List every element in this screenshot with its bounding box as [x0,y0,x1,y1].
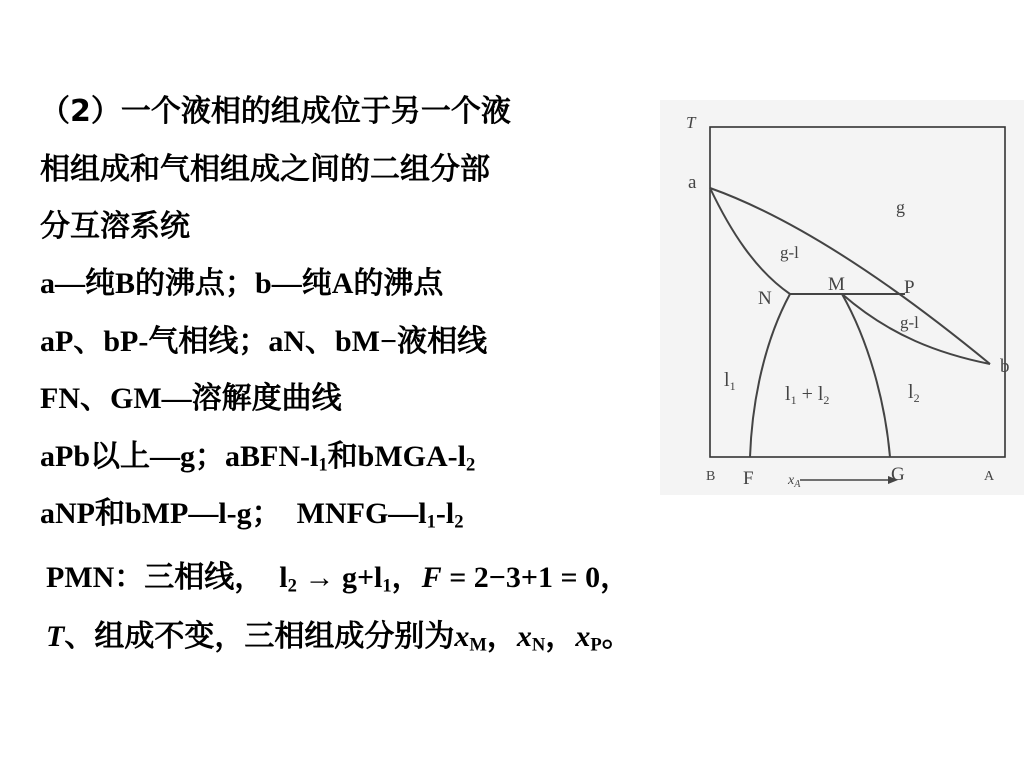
sep-1: ， [486,620,517,653]
solubility-line [40,379,342,419]
degrees-of-freedom-symbol: F [421,561,442,594]
region-line-1 [40,437,475,477]
corner-a-label: A [984,469,995,484]
boiling-point-a: a—纯B的沸点； [40,267,256,300]
heading-line-3 [40,207,190,247]
x-m-symbol: x [454,620,470,653]
x-p-sub: P [590,634,602,656]
gas-lines-text: aP、bP-气相线； [40,325,269,358]
axis-t-label: T [686,113,696,132]
three-phase-sub1: 2 [287,575,297,597]
region2-sub1: 1 [426,511,436,533]
point-n-label: N [758,288,772,309]
three-phase-line [46,558,630,598]
three-phase-part2: → g+l [296,561,383,594]
heading-text-cont2: 分互溶系统 [40,209,190,244]
heading-line-2 [40,150,490,190]
three-phase-sub2: 1 [382,575,392,597]
temperature-symbol: T [46,620,65,653]
composition-end: 。 [601,620,632,653]
region2-sub2: 2 [454,511,464,533]
heading-text: （2）一个液相的组成位于另一个液 [40,94,511,129]
point-a-label: a [688,172,697,193]
x-m-sub: M [469,634,487,656]
heading-line-1 [40,92,511,132]
x-n-sub: N [531,634,546,656]
heading-text-cont: 相组成和气相组成之间的二组分部 [40,152,490,187]
region-line-2 [40,494,464,534]
diagram-background [660,100,1024,495]
boiling-point-b: b—纯A的沸点 [255,267,444,300]
point-p-label: P [904,277,915,298]
region1-sub2: 2 [465,454,476,476]
composition-text: 、组成不变，三相组成分别为 [64,620,455,653]
region-l1-l2-label: $l_1 + l_2$ [785,383,830,407]
three-phase-part4: = 2−3+1 = 0， [441,561,631,594]
phase-diagram [660,100,1024,495]
region1-part2: 和bMGA-l [327,440,466,473]
corner-b-label: B [706,469,716,484]
region2-part2: -l [435,497,455,530]
region-gl-upper-label: g-l [780,243,799,262]
region-gl-right-label: g-l [900,313,919,332]
solubility-text: FN、GM—溶解度曲线 [40,382,342,415]
liquid-lines-text: aN、bM−液相线 [268,325,488,358]
x-n-symbol: x [516,620,532,653]
point-b-label: b [1000,356,1010,377]
x-p-symbol: x [575,620,591,653]
three-phase-part1: PMN：三相线， l [46,561,288,594]
phase-lines-line [40,322,487,362]
point-f-label: F [743,468,754,489]
region1-part1: aPb以上—g；aBFN-l [40,440,319,473]
region-l1-label: $l_1$ [724,369,736,393]
x-axis-label: $x_A$ [788,473,801,490]
point-m-label: M [828,274,845,295]
point-g-label: G [891,464,905,485]
region-l2-label: $l_2$ [908,381,920,405]
region-g-label: g [896,197,905,217]
region2-part1: aNP和bMP—l-g； MNFG—l [40,497,427,530]
sep-2: ， [545,620,576,653]
three-phase-part3: ， [391,561,422,594]
region1-sub1: 1 [318,454,328,476]
composition-line [46,617,632,657]
boiling-points-line [40,264,443,304]
